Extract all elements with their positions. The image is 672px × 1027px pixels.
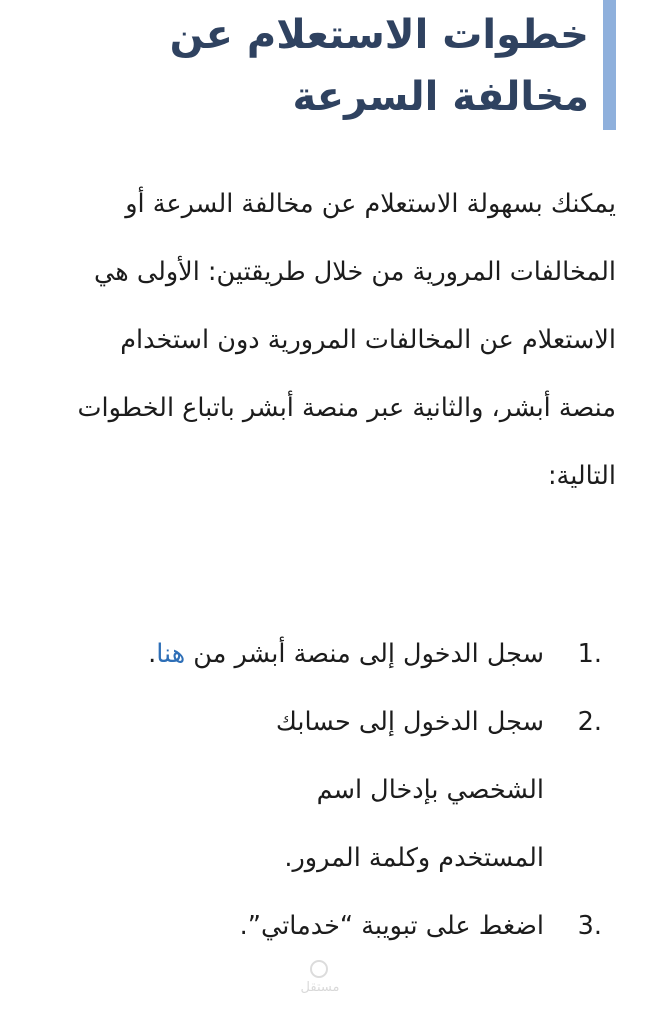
watermark-logo	[292, 960, 348, 1000]
step-number: 3.	[577, 911, 602, 941]
intro-paragraph: يمكنك بسهولة الاستعلام عن مخالفة السرعة أو المخالفات المرورية من خلال طريقتين: الأولى هي الاستعلام عن المخالفات المرورية دون استخدام منصة أبشر، والثانية عبر منصة أبشر باتباع الخطوات التالية:	[77, 189, 616, 491]
watermark-icon	[310, 960, 328, 978]
step-text-end: .	[148, 639, 157, 669]
step-item-3	[134, 892, 602, 960]
heading-line-1: خطوات الاستعلام عن	[169, 12, 589, 58]
step-item-2	[204, 688, 602, 892]
steps-list	[132, 620, 602, 960]
step-item-1	[134, 620, 602, 688]
section-heading	[56, 0, 589, 128]
abshar-link[interactable]: هنا	[156, 639, 186, 669]
step-text: سجل الدخول إلى منصة أبشر من	[185, 639, 544, 669]
step-number: 1.	[577, 639, 602, 669]
watermark-text: مستقل	[300, 980, 340, 995]
step-number: 2.	[577, 707, 602, 737]
heading-line-2: مخالفة السرعة	[292, 74, 589, 120]
step-text: اضغط على تبويبة “خدماتي”.	[239, 911, 544, 941]
heading-block	[56, 0, 616, 130]
step-text: سجل الدخول إلى حسابك الشخصي بإدخال اسم المستخدم وكلمة المرور.	[275, 707, 544, 873]
